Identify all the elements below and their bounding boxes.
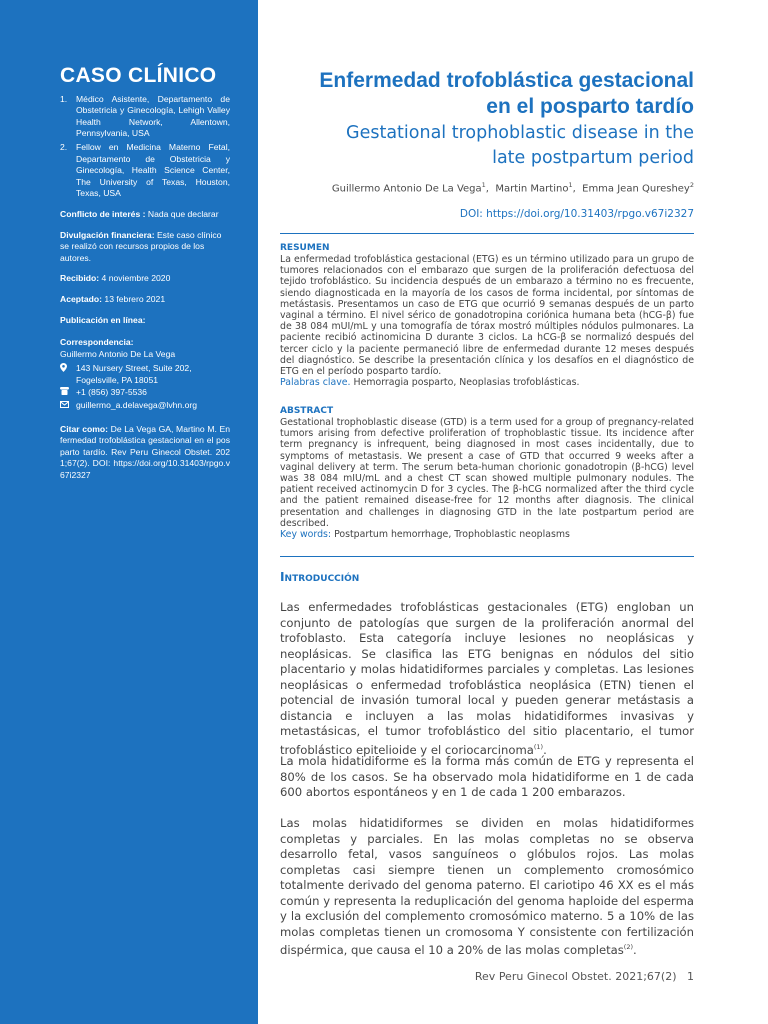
location-pin-icon: [60, 363, 76, 386]
title-spanish: Enfermedad trofoblástica gestacional en el posparto tardío: [319, 69, 694, 118]
title-english: Gestational trophoblastic disease in the late postpartum period: [346, 123, 694, 168]
cite-as: Citar como: De La Vega GA, Martino M. Enfermedad trofoblástica gestacional en el posparto tardío. Rev Peru Ginecol Obstet. 2021;67(2). DOI: https://doi.org/10.31403/rpgo.v67i2327: [60, 423, 230, 481]
phone-icon: [60, 387, 76, 399]
page-footer: [280, 970, 694, 983]
intro-paragraph-1: Las enfermedades trofoblásticas gestacionales (ETG) engloban un conjunto de patologías que surgen de la proliferación anormal del trofoblasto. Esta categoría incluye lesiones no neoplásicas y neoplásicas. Se clasifica las ETG benignas en nódulos del sitio placentario y molas hidatidiformes parciales y completas. Las lesiones neoplásicas o enfermedad trofoblástica neoplásica (ETN) tienen el potencial de invasión tumoral local y pueden generar metástasis a distancia e incluyen a las molas hidatidiformes invasivas y metastásicas, el tumor trofoblástico del sitio placentario, el tumor trofoblástico epitelioide y el coriocarcinoma$^{(1)}$.: [280, 600, 694, 757]
correspondence: Correspondencia: Guillermo Antonio De La Vega 143 Nursery Street, Suite 202, Fogelsville, PA 18051 +1 (856) 397-5536 guillermo_a.delavega@lvhn.org: [60, 337, 230, 412]
phone: +1 (856) 397-5536: [60, 387, 230, 399]
doi-link[interactable]: DOI: https://doi.org/10.31403/rpgo.v67i2327: [459, 208, 694, 220]
resumen-text: La enfermedad trofoblástica gestacional (ETG) es un término utilizado para un grupo de tumores relacionados con el embarazo que surgen de la proliferación defectuosa del tejido trofoblástico. Su incidencia después de un embarazo a término no es frecuente, siendo diagnosticada en la mayoría de los casos de forma incidental, por síntomas de metástasis. Presentamos un caso de ETG que ocurrió 9 semanas después de un parto vaginal a término. El nivel sérico de gonadotropina coriónica humana beta (hCG-β) fue de 38 084 mUI/mL y una tomografía de tórax mostró múltiples nódulos pulmonares. La paciente recibió actinomicina D durante 3 ciclos. La hCG-β se normalizó después del tercer ciclo y la paciente permaneció libre de enfermedad durante 12 meses después del diagnóstico. Se describe la presentación clínica y los desafíos en el diagnóstico de ETG en el período posparto tardío.: [280, 254, 694, 378]
resumen-block: [280, 243, 694, 388]
abstract-keywords: Key words: Postpartum hemorrhage, Trophoblastic neoplasms: [280, 529, 570, 541]
section-label: CASO CLÍNICO: [60, 64, 217, 87]
sidebar: [0, 0, 258, 1024]
email[interactable]: guillermo_a.delavega@lvhn.org: [60, 400, 230, 412]
journal-reference: Rev Peru Ginecol Obstet. 2021;67(2): [474, 970, 677, 983]
abstract-text: Gestational trophoblastic disease (GTD) is a term used for a group of pregnancy-related tumors arising from defective proliferation of trophoblastic tissue. Its incidence after term pregnancy is infrequent, being diagnosed in most cases incidentally, due to symptoms of metastasis. We present a case of GTD that occurred 9 weeks after a vaginal delivery at term. The serum beta-human chorionic gonadotropin (β-hCG) level was 38 084 mIU/mL and a chest CT scan showed multiple pulmonary nodules. The patient received actinomycin D for 3 cycles. The β-hCG normalized after the third cycle and the patient remained disease-free for 12 months after diagnosis. The clinical presentation and challenges in diagnosing GTD in the late postpartum period are described.: [280, 417, 694, 529]
affiliation-2: 2. Fellow en Medicina Materno Fetal, Departamento de Obstetricia y Ginecología, Health Science Center, The University of Texas, Houston, Texas, USA: [60, 141, 230, 199]
resumen-heading: RESUMEN: [280, 243, 330, 253]
divider: [280, 556, 694, 557]
authors: Guillermo Antonio De La Vega$^1$, Martin Martino$^1$, Emma Jean Qureshey$^2$: [331, 181, 694, 195]
resumen-keywords: Palabras clave. Hemorragia posparto, Neoplasias trofoblásticas.: [280, 377, 580, 389]
email-icon: [60, 400, 76, 412]
divider: [280, 233, 694, 234]
intro-paragraph-2: La mola hidatidiforme es la forma más común de ETG y representa el 80% de los casos. Se ha observado mola hidatidiforme en 1 de cada 600 abortos espontáneos y en 1 de cada 1 200 embarazos.: [280, 754, 694, 799]
affiliation-1: 1. Médico Asistente, Departamento de Obstetricia y Ginecología, Lehigh Valley Health Network, Allentown, Pennsylvania, USA: [60, 93, 230, 139]
correspondence-name: Guillermo Antonio De La Vega: [60, 348, 176, 359]
intro-heading: Introducción: [280, 570, 360, 584]
online-publication: Publicación en línea:: [60, 314, 146, 325]
financial-disclosure: Divulgación financiera: Este caso clínico se realizó con recursos propios de los autores.: [60, 229, 222, 263]
abstract-heading: ABSTRACT: [280, 406, 334, 416]
address: 143 Nursery Street, Suite 202, Fogelsville, PA 18051: [60, 363, 230, 386]
abstract-block: [280, 406, 694, 540]
intro-paragraph-3: Las molas hidatidiformes se dividen en molas hidatidiformes completas y parciales. En las molas completas no se observa desarrollo fetal, vasos sanguíneos o glóbulos rojos. Las molas completas casi siempre tienen un complemento cromosómico totalmente derivado del genoma paterno. El cariotipo 46 XX es el más común y representa la reduplicación del genoma haploide del esperma y la exclusión del complemento cromosómico materno. 5 a 10% de las molas completas tienen un cromosoma Y consistente con fertilización dispérmica, que causa el 10 a 20% de las molas completas$^{(2)}$.: [280, 816, 694, 957]
page-number: 1: [687, 970, 694, 983]
accepted-date: Aceptado: 13 febrero 2021: [60, 293, 166, 304]
received-date: Recibido: 4 noviembre 2020: [60, 273, 171, 284]
conflict-of-interest: Conflicto de interés : Nada que declarar: [60, 208, 219, 219]
